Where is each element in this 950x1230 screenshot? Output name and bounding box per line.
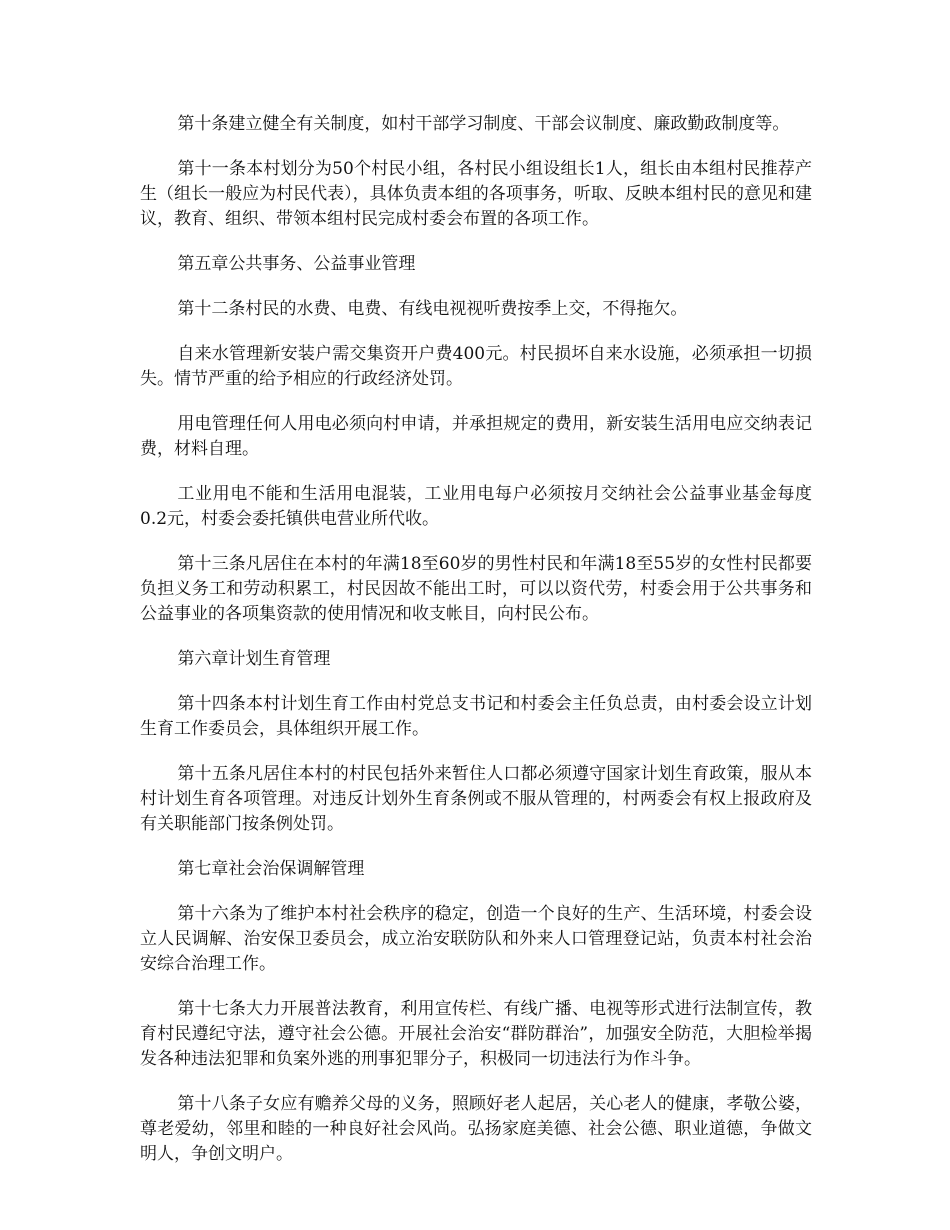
electricity-management-paragraph: 用电管理任何人用电必须向村申请，并承担规定的费用，新安装生活用电应交纳表记费，材料自理。: [140, 414, 812, 459]
article-17-paragraph: 第十七条大力开展普法教育，利用宣传栏、有线广播、电视等形式进行法制宣传，教育村民遵纪守法，遵守社会公德。开展社会治安“群防群治”，加强安全防范，大胆检举揭发各种违法犯罪和负案外逃的刑事犯罪分子，积极同一切违法行为作斗争。: [140, 999, 812, 1069]
document-body: [140, 112, 812, 1187]
article-13-paragraph: 第十三条凡居住在本村的年满18至60岁的男性村民和年满18至55岁的女性村民都要负担义务工和劳动积累工，村民因故不能出工时，可以以资代劳，村委会用于公共事务和公益事业的各项集资款的使用情况和收支帐目，向村民公布。: [140, 554, 812, 624]
article-12-paragraph: 第十二条村民的水费、电费、有线电视视听费按季上交，不得拖欠。: [177, 299, 688, 319]
article-16-paragraph: 第十六条为了维护本村社会秩序的稳定，创造一个良好的生产、生活环境，村委会设立人民调解、治安保卫委员会，成立治安联防队和外来人口管理登记站，负责本村社会治安综合治理工作。: [140, 904, 812, 974]
article-15-paragraph: 第十五条凡居住本村的村民包括外来暂住人口都必须遵守国家计划生育政策，服从本村计划生育各项管理。对违反计划外生育条例或不服从管理的，村两委会有权上报政府及有关职能部门按条例处罚。: [140, 764, 812, 834]
article-14-paragraph: 第十四条本村计划生育工作由村党总支书记和村委会主任负总责，由村委会设立计划生育工作委员会，具体组织开展工作。: [140, 694, 812, 739]
article-10-paragraph: 第十条建立健全有关制度，如村干部学习制度、干部会议制度、廉政勤政制度等。: [177, 114, 790, 134]
industrial-electricity-paragraph: 工业用电不能和生活用电混装，工业用电每户必须按月交纳社会公益事业基金每度0.2元，村委会委托镇供电营业所代收。: [140, 484, 812, 529]
article-18-paragraph: 第十八条子女应有赡养父母的义务，照顾好老人起居，关心老人的健康，孝敬公婆，尊老爱幼，邻里和睦的一种良好社会风尚。弘扬家庭美德、社会公德、职业道德，争做文明人，争创文明户。: [140, 1094, 812, 1164]
chapter-5-heading: 第五章公共事务、公益事业管理: [177, 254, 416, 274]
chapter-7-heading: 第七章社会治保调解管理: [177, 859, 365, 879]
water-management-paragraph: 自来水管理新安装户需交集资开户费400元。村民损坏自来水设施，必须承担一切损失。情节严重的给予相应的行政经济处罚。: [140, 344, 812, 389]
chapter-6-heading: 第六章计划生育管理: [177, 649, 331, 669]
article-11-paragraph: 第十一条本村划分为50个村民小组，各村民小组设组长1人，组长由本组村民推荐产生（组长一般应为村民代表），具体负责本组的各项事务，听取、反映本组村民的意见和建议，教育、组织、带领本组村民完成村委会布置的各项工作。: [140, 159, 812, 229]
